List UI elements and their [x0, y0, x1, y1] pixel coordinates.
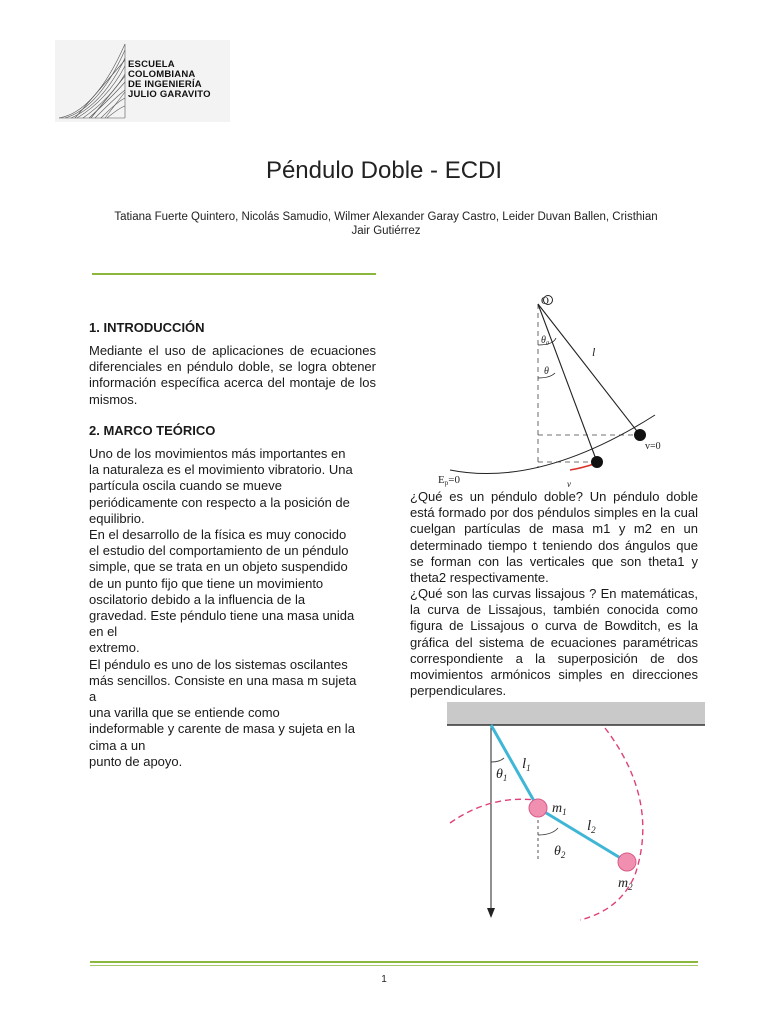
top-divider — [92, 273, 376, 275]
mass-2 — [618, 853, 636, 871]
mass-1 — [529, 799, 547, 817]
theta1-arc — [491, 758, 504, 762]
l1-main: l — [522, 756, 527, 772]
text-line: cima a un — [89, 737, 146, 753]
m1-main: m — [552, 801, 563, 816]
text-line: una varilla que se entiende como — [89, 705, 280, 721]
text-line: gravedad. Este péndulo tiene una masa unida — [89, 608, 355, 624]
l2-sub: 2 — [591, 825, 596, 835]
logo-line: JULIO GARAVITO — [128, 89, 211, 100]
footer-divider-thin — [90, 965, 698, 966]
double-pendulum-figure — [430, 700, 720, 930]
v0-label: v=0 — [645, 441, 661, 452]
text-line: a — [89, 689, 97, 705]
authors-line-1: Tatiana Fuerte Quintero, Nicolás Samudio, Wilmer Alexander Garay Castro, Leider Duvan Ballen, Cristhian — [114, 211, 658, 223]
ceiling — [447, 702, 705, 725]
arc-1 — [450, 799, 535, 823]
page-number: 1 — [381, 974, 387, 985]
authors-line-2: Jair Gutiérrez — [351, 225, 421, 237]
theta1-label — [496, 767, 507, 783]
theta2-main: θ — [554, 844, 561, 859]
double-pendulum-paragraph: ¿Qué es un péndulo doble? Un péndulo doble está formado por dos péndulos simples en la cual cuelgan partículas de masa m1 y m2 en un determinado tiempo t teniendo dos ángulos que se forman con las verticales que son theta1 y theta2 respectivamente. — [410, 489, 698, 586]
trajectory-arc — [450, 415, 655, 474]
theta2-arc — [538, 828, 558, 835]
theta2-sub: 2 — [560, 850, 566, 860]
theta1-sub: 1 — [502, 773, 508, 783]
text-line: extremo. — [89, 640, 140, 656]
rod-2 — [538, 808, 627, 862]
logo-text — [128, 60, 211, 100]
ep-sub: p — [444, 479, 449, 487]
section-2-heading: 2. MARCO TEÓRICO — [89, 423, 216, 438]
logo-line: ESCUELA — [128, 59, 175, 70]
velocity-arrow — [570, 464, 594, 470]
rod-current — [538, 304, 597, 462]
logo-line: DE INGENIERÍA — [128, 79, 202, 90]
text-line: periódicamente con respecto a la posición de — [89, 494, 350, 510]
arrow-head — [487, 908, 495, 918]
text-line: equilibrio. — [89, 510, 145, 526]
m1-sub: 1 — [562, 807, 567, 817]
text-line: En el desarrollo de la física es muy conocido — [89, 527, 347, 543]
l2-label — [587, 818, 596, 835]
text-line: indeformable y carente de masa y sujeta en la — [89, 721, 355, 737]
l2-main: l — [587, 818, 592, 834]
bob-max — [634, 429, 646, 441]
ep-label — [438, 474, 460, 487]
text-line: de un punto fijo que tiene un movimiento — [89, 575, 324, 591]
origin-label: O — [541, 295, 549, 307]
length-label: l — [592, 345, 596, 359]
theta1-main: θ — [496, 767, 503, 782]
authors — [80, 210, 692, 238]
section-1-text: Mediante el uso de aplicaciones de ecuaciones diferenciales en péndulo doble, se logra obtener información específica acerca del montaje de los mismos. — [89, 343, 376, 407]
text-line: en el — [89, 624, 118, 640]
theta0-label: θ₀ — [541, 335, 550, 346]
m2-sub: 2 — [628, 882, 633, 892]
section-1-heading: 1. INTRODUCCIÓN — [89, 320, 205, 335]
m2-label — [618, 876, 633, 892]
text-line: punto de apoyo. — [89, 753, 183, 769]
lissajous-paragraph: ¿Qué son las curvas lissajous ? En matemáticas, la curva de Lissajous, también conocida como figura de Lissajous o curva de Bowditch, es la gráfica del sistema de ecuaciones paramétricas correspondiente a la superposición de dos movimientos armónicos simples en direcciones perpendiculares. — [410, 586, 698, 699]
logo-line: COLOMBIANA — [128, 69, 196, 80]
theta2-label — [554, 844, 566, 860]
simple-pendulum-figure — [410, 290, 710, 490]
text-line: la naturaleza es el movimiento vibratorio. Una — [89, 462, 353, 478]
bob-current — [591, 456, 603, 468]
l1-sub: 1 — [526, 763, 531, 773]
ep-main: E — [438, 474, 445, 486]
text-line: Uno de los movimientos más importantes en — [89, 446, 346, 461]
theta-label: θ — [544, 366, 549, 377]
rod-max — [538, 304, 640, 435]
m1-label — [552, 801, 567, 817]
paper-title: Péndulo Doble - ECDI — [265, 157, 503, 184]
text-line: El péndulo es uno de los sistemas oscilantes — [89, 656, 348, 672]
m2-main: m — [618, 876, 629, 891]
text-line: simple, que se trata en un objeto suspendido — [89, 559, 348, 575]
l1-label — [522, 756, 531, 773]
text-line: oscilatorio debido a la influencia de la — [89, 591, 306, 607]
ep-rest: =0 — [448, 474, 460, 486]
text-line: partícula oscila cuando se mueve — [89, 478, 282, 494]
section-2-text — [89, 446, 376, 770]
v-label: v — [567, 479, 571, 489]
text-line: el estudio del comportamiento de un péndulo — [89, 543, 349, 559]
text-line: más sencillos. Consiste en una masa m sujeta — [89, 672, 357, 688]
footer-divider — [90, 961, 698, 963]
